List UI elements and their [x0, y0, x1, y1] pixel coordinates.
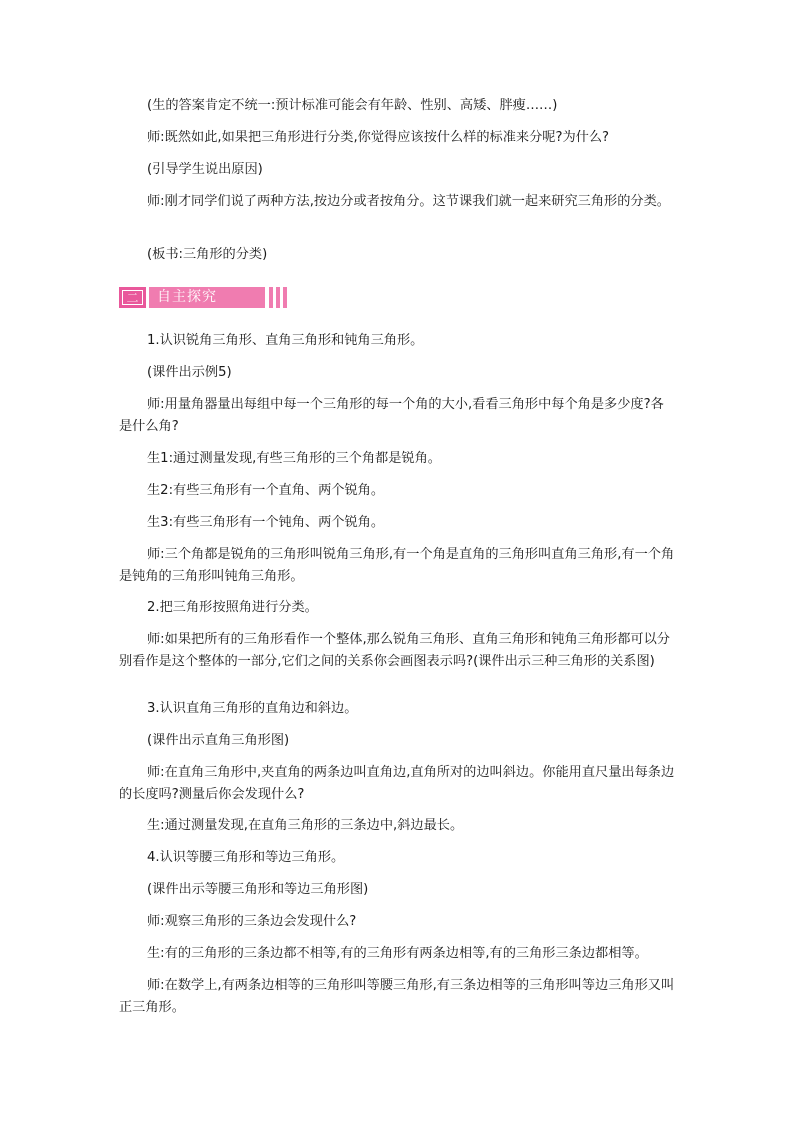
paragraph-item-2-heading: 2.把三角形按照角进行分类。: [147, 600, 318, 615]
paragraph-guide-note: (引导学生说出原因): [147, 162, 263, 177]
paragraph-teacher-legs-hypotenuse: 师:在直角三角形中,夹直角的两条边叫直角边,直角所对的边叫斜边。你能用直尺量出每条边的长度吗?测量后你会发现什么?: [119, 765, 675, 802]
paragraph-courseware-right-triangle: (课件出示直角三角形图): [147, 733, 290, 748]
paragraph-student-2: 生2:有些三角形有一个直角、两个锐角。: [147, 483, 385, 498]
paragraph-teacher-define-isosceles-equilateral: 师:在数学上,有两条边相等的三角形叫等腰三角形,有三条边相等的三角形叫等边三角形又叫正三角形。: [119, 978, 675, 1015]
paragraph-student-1: 生1:通过测量发现,有些三角形的三个角都是锐角。: [147, 451, 441, 466]
paragraph-courseware-isosceles-equilateral: (课件出示等腰三角形和等边三角形图): [147, 882, 369, 897]
section-number-box: [119, 287, 146, 308]
paragraph-courseware-example-5: (课件出示例5): [147, 365, 232, 380]
paragraph-student-3: 生3:有些三角形有一个钝角、两个锐角。: [147, 515, 385, 530]
paragraph-teacher-question-classify: 师:既然如此,如果把三角形进行分类,你觉得应该按什么样的标准来分呢?为什么?: [147, 130, 610, 145]
paragraph-item-3-heading: 3.认识直角三角形的直角边和斜边。: [147, 701, 358, 716]
paragraph-teacher-measure-angles: 师:用量角器量出每组中每一个三角形的每一个角的大小,看看三角形中每个角是多少度?各是什么角?: [119, 397, 664, 434]
paragraph-teacher-two-methods: 师:刚才同学们说了两种方法,按边分或者按角分。这节课我们就一起来研究三角形的分类。: [147, 194, 670, 209]
paragraph-student-hypotenuse-longest: 生:通过测量发现,在直角三角形的三条边中,斜边最长。: [147, 818, 464, 833]
paragraph-item-1-heading: 1.认识锐角三角形、直角三角形和钝角三角形。: [147, 333, 424, 348]
paragraph-teacher-define-angle-types: 师:三个角都是锐角的三角形叫锐角三角形,有一个角是直角的三角形叫直角三角形,有一个角是钝角的三角形叫钝角三角形。: [119, 547, 675, 584]
section-header-banner: [119, 287, 300, 308]
paragraph-teacher-whole-relation: 师:如果把所有的三角形看作一个整体,那么锐角三角形、直角三角形和钝角三角形都可以分别看作是这个整体的一部分,它们之间的关系你会画图表示吗?(课件出示三种三角形的关系图): [119, 632, 670, 669]
section-number: 二: [122, 290, 143, 305]
section-title: 自主探究: [149, 287, 265, 308]
paragraph-student-answer-note: (生的答案肯定不统一:预计标准可能会有年龄、性别、高矮、胖瘦……): [147, 98, 558, 113]
paragraph-teacher-observe-sides: 师:观察三角形的三条边会发现什么?: [147, 914, 357, 929]
paragraph-blackboard-note: (板书:三角形的分类): [147, 247, 268, 262]
paragraph-student-sides-observation: 生:有的三角形的三条边都不相等,有的三角形有两条边相等,有的三角形三条边都相等。: [147, 946, 648, 961]
decorative-stripes: [265, 287, 300, 308]
paragraph-item-4-heading: 4.认识等腰三角形和等边三角形。: [147, 850, 345, 865]
